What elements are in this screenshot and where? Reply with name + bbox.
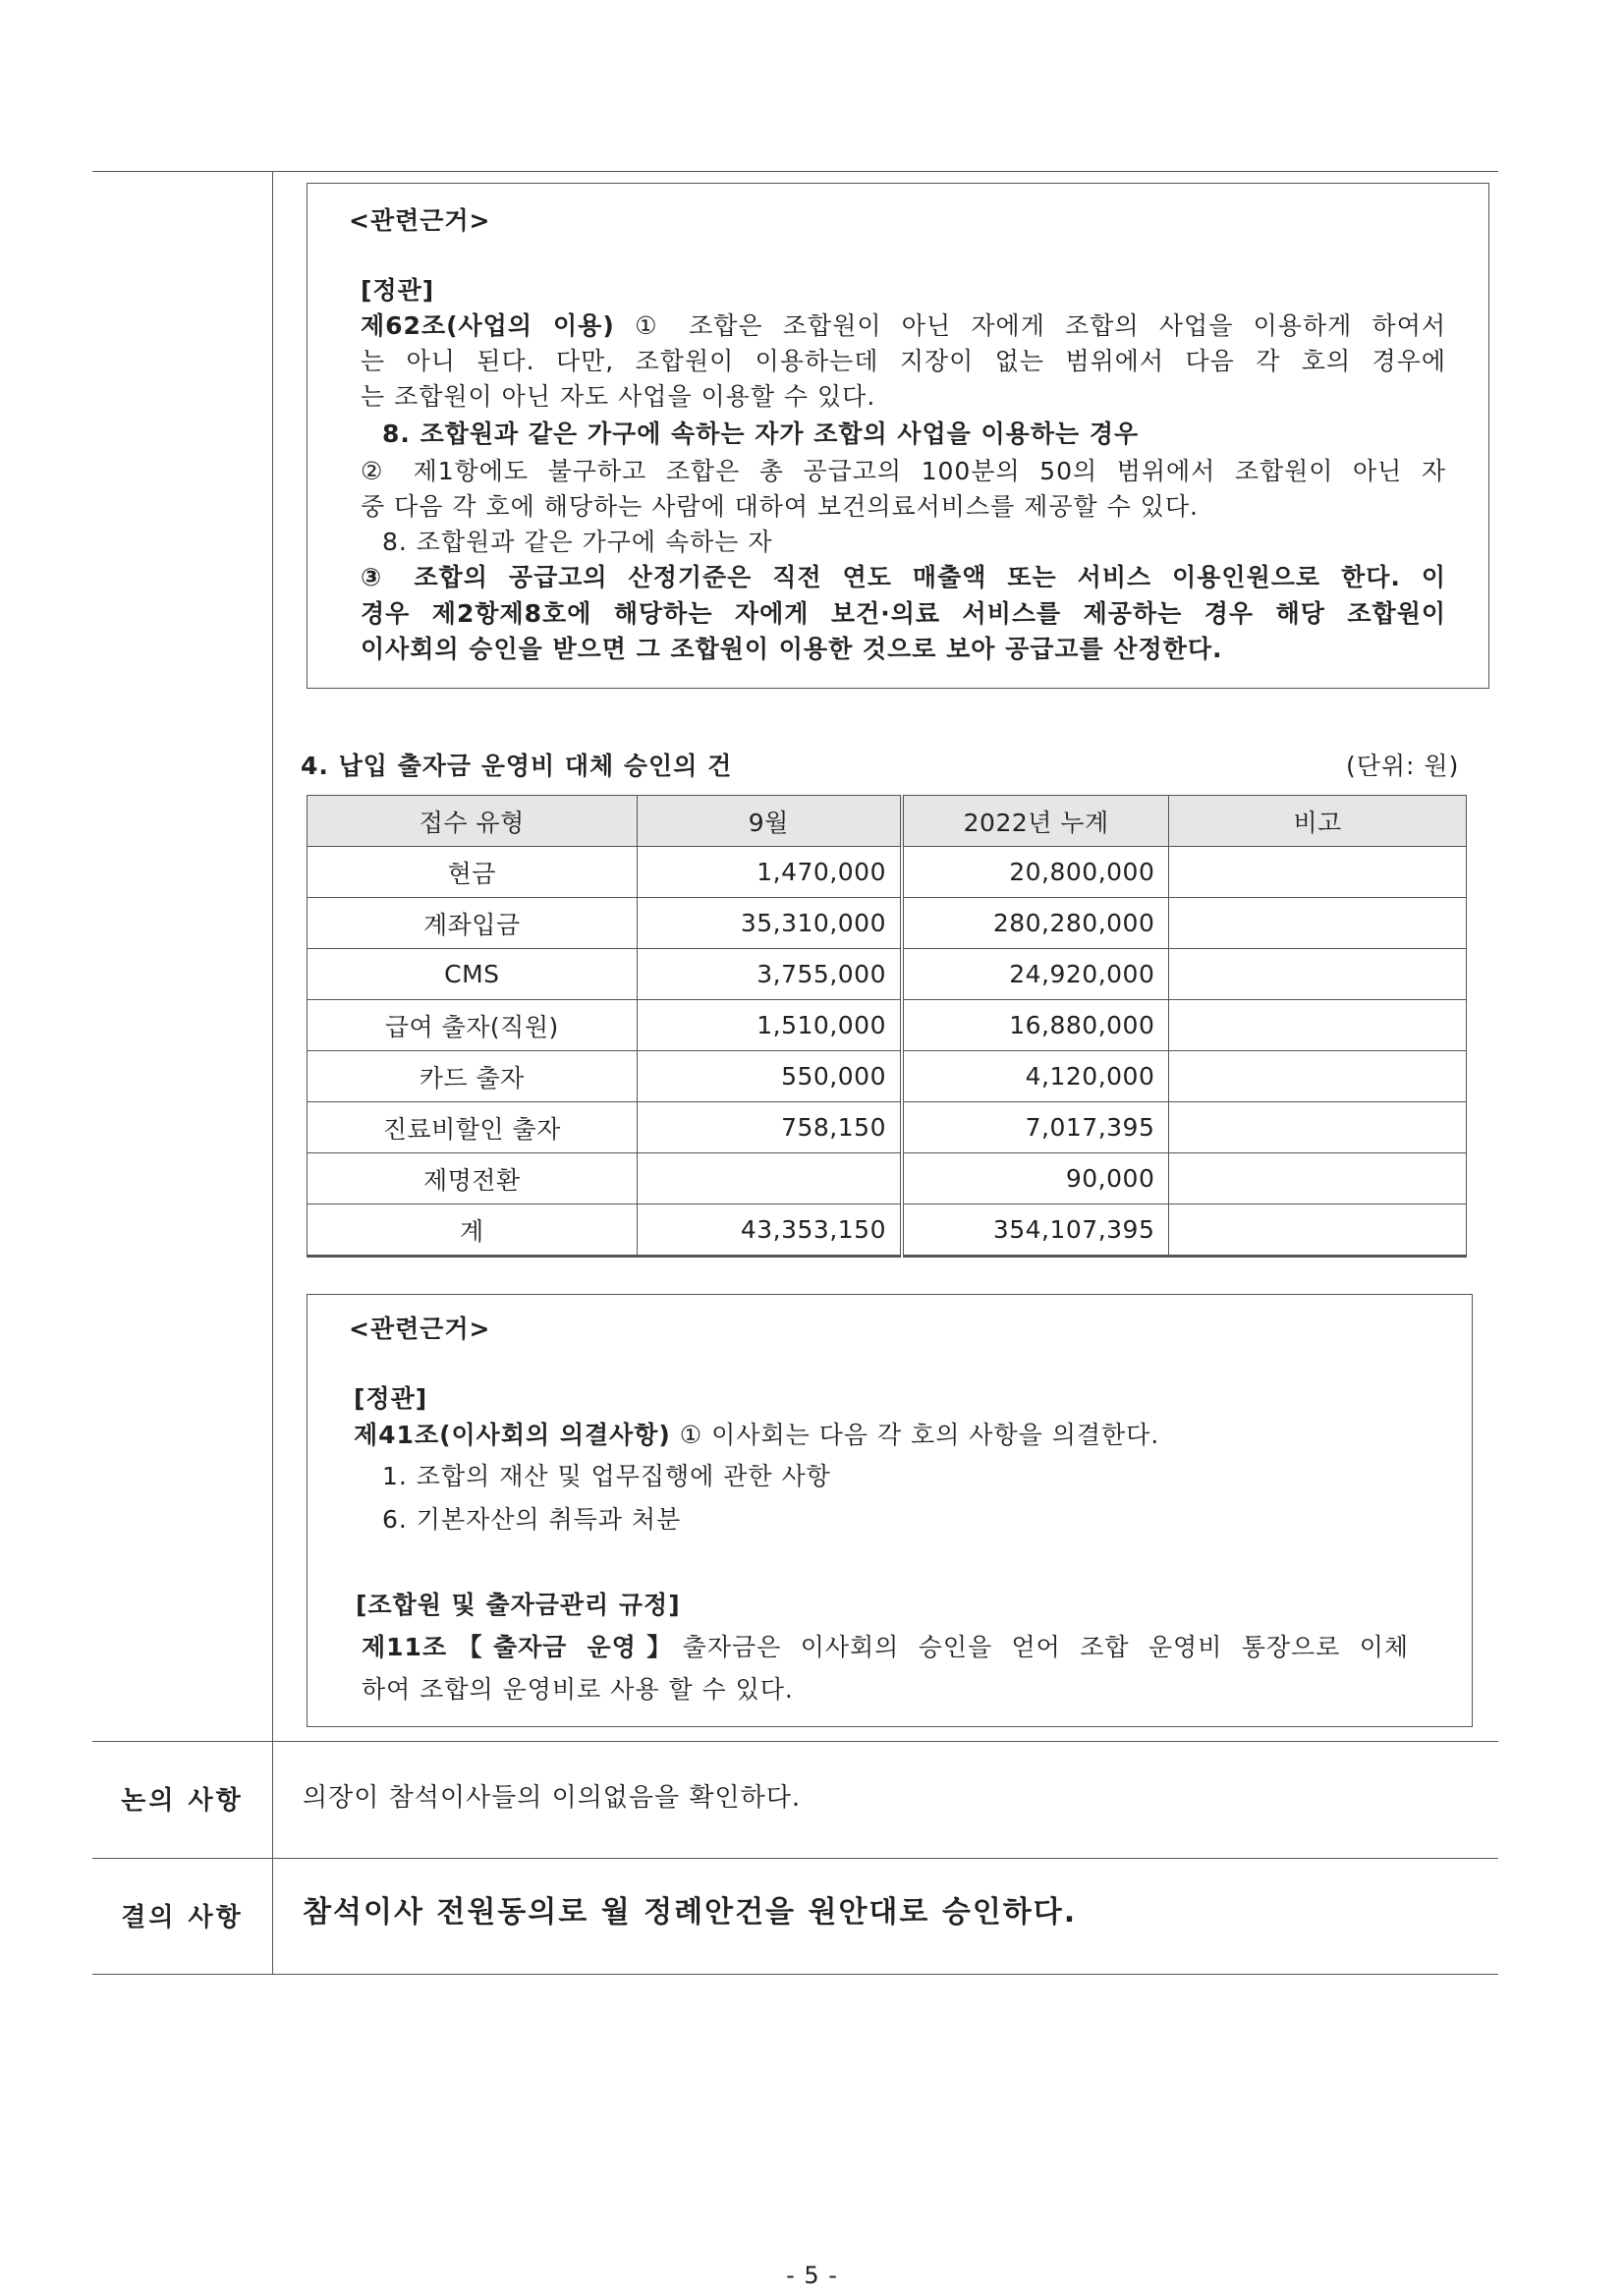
cell-cumulative: 16,880,000 xyxy=(902,1000,1169,1051)
box2-item6: 6. 기본자산의 취득과 처분 xyxy=(382,1505,682,1534)
cell-note xyxy=(1169,1102,1467,1153)
box2-heading: <관련근거> xyxy=(349,1315,491,1343)
cell-cumulative: 4,120,000 xyxy=(902,1051,1169,1102)
cell-sept: 1,470,000 xyxy=(637,847,902,898)
unit-label: (단위: 원) xyxy=(1346,752,1460,780)
box1-item8-bold: 8. 조합원과 같은 가구에 속하는 자가 조합의 사업을 이용하는 경우 xyxy=(382,420,1140,448)
box1-p3-line1: ③ 조합의 공급고의 산정기준은 직전 연도 매출액 또는 서비스 이용인원으로 한다. 이 xyxy=(361,563,1446,591)
box1-p2-line2: 중 다음 각 호에 해당하는 사람에 대하여 보건의료서비스를 제공할 수 있다. xyxy=(361,492,1199,521)
cell-cumulative: 280,280,000 xyxy=(902,898,1169,949)
cell-type: 제명전환 xyxy=(308,1153,638,1204)
table-row xyxy=(308,847,1467,898)
box1-article-p1-line2: 는 아니 된다. 다만, 조합원이 이용하는데 지장이 없는 범위에서 다음 각 호의 경우에 xyxy=(361,347,1446,375)
header-note: 비고 xyxy=(1169,796,1467,847)
box2-article-line xyxy=(354,1418,1159,1453)
page-number: - 5 - xyxy=(786,2262,838,2289)
resolution-label: 결의 사항 xyxy=(121,1903,244,1932)
table-row xyxy=(308,898,1467,949)
box2-article-title: 제41조(이사회의 의결사항) xyxy=(354,1421,671,1449)
box1-article-title: 제62조(사업의 이용) xyxy=(361,311,615,340)
box2-reg-section: [조합원 및 출자금관리 규정] xyxy=(356,1591,681,1619)
cell-cumulative: 24,920,000 xyxy=(902,949,1169,1000)
cell-cumulative: 90,000 xyxy=(902,1153,1169,1204)
header-type: 접수 유형 xyxy=(308,796,638,847)
box1-article-p1-line3: 는 조합원이 아닌 자도 사업을 이용할 수 있다. xyxy=(361,382,876,411)
column-divider xyxy=(272,171,273,1974)
cell-note xyxy=(1169,1153,1467,1204)
box1-article-line1 xyxy=(361,308,1446,344)
top-rule xyxy=(92,171,1498,172)
table-row xyxy=(308,1051,1467,1102)
box2-reg-line1-text: 출자금은 이사회의 승인을 얻어 조합 운영비 통장으로 이체 xyxy=(682,1633,1410,1661)
resolution-top-rule xyxy=(92,1858,1498,1859)
box2-item1: 1. 조합의 재산 및 업무집행에 관한 사항 xyxy=(382,1462,831,1490)
box1-article-p1-line1: ① 조합은 조합원이 아닌 자에게 조합의 사업을 이용하게 하여서 xyxy=(614,311,1447,340)
table-row xyxy=(308,949,1467,1000)
table-total-row xyxy=(308,1204,1467,1257)
cell-sept: 43,353,150 xyxy=(637,1204,902,1257)
cell-sept: 758,150 xyxy=(637,1102,902,1153)
cell-note xyxy=(1169,1000,1467,1051)
box2-article-text: ① 이사회는 다음 각 호의 사항을 의결한다. xyxy=(670,1421,1160,1449)
cell-note xyxy=(1169,949,1467,1000)
cell-sept: 550,000 xyxy=(637,1051,902,1102)
table-row xyxy=(308,1153,1467,1204)
contribution-table xyxy=(307,795,1467,1258)
cell-note xyxy=(1169,1204,1467,1257)
discussion-top-rule xyxy=(92,1741,1498,1742)
header-sept: 9월 xyxy=(637,796,902,847)
resolution-text: 참석이사 전원동의로 월 정례안건을 원안대로 승인하다. xyxy=(303,1895,1078,1930)
table-row xyxy=(308,1102,1467,1153)
box2-reg-title: 제11조【출자금 운영】 xyxy=(362,1633,683,1661)
box1-p3-line2: 경우 제2항제8호에 해당하는 자에게 보건·의료 서비스를 제공하는 경우 해당 조합원이 xyxy=(361,599,1446,628)
box2-section: [정관] xyxy=(354,1384,428,1413)
discussion-text: 의장이 참석이사들의 이의없음을 확인하다. xyxy=(303,1783,802,1813)
cell-sept: 3,755,000 xyxy=(637,949,902,1000)
discussion-label: 논의 사항 xyxy=(121,1786,244,1816)
box1-p2-line1: ② 제1항에도 불구하고 조합은 총 공급고의 100분의 50의 범위에서 조합원이 아닌 자 xyxy=(361,457,1446,485)
box2-reg-line2: 하여 조합의 운영비로 사용 할 수 있다. xyxy=(362,1675,794,1704)
box1-p3-line3: 이사회의 승인을 받으면 그 조합원이 이용한 것으로 보아 공급고를 산정한다. xyxy=(361,635,1223,663)
cell-type: 카드 출자 xyxy=(308,1051,638,1102)
cell-type: 계 xyxy=(308,1204,638,1257)
cell-sept: 1,510,000 xyxy=(637,1000,902,1051)
cell-sept: 35,310,000 xyxy=(637,898,902,949)
table-row xyxy=(308,1000,1467,1051)
cell-cumulative: 7,017,395 xyxy=(902,1102,1169,1153)
cell-sept xyxy=(637,1153,902,1204)
cell-type: 진료비할인 출자 xyxy=(308,1102,638,1153)
cell-type: 계좌입금 xyxy=(308,898,638,949)
table-header-row xyxy=(308,796,1467,847)
section4-title: 4. 납입 출자금 운영비 대체 승인의 건 xyxy=(301,752,733,780)
cell-type: CMS xyxy=(308,949,638,1000)
cell-note xyxy=(1169,1051,1467,1102)
cell-note xyxy=(1169,847,1467,898)
header-cumulative: 2022년 누계 xyxy=(902,796,1169,847)
box2-reg-line1 xyxy=(362,1630,1409,1665)
cell-cumulative: 20,800,000 xyxy=(902,847,1169,898)
box1-section: [정관] xyxy=(361,276,435,305)
cell-note xyxy=(1169,898,1467,949)
box1-p2-item8: 8. 조합원과 같은 가구에 속하는 자 xyxy=(382,528,773,556)
bottom-rule xyxy=(92,1974,1498,1975)
box1-heading: <관련근거> xyxy=(349,206,491,235)
cell-cumulative: 354,107,395 xyxy=(902,1204,1169,1257)
cell-type: 현금 xyxy=(308,847,638,898)
cell-type: 급여 출자(직원) xyxy=(308,1000,638,1051)
